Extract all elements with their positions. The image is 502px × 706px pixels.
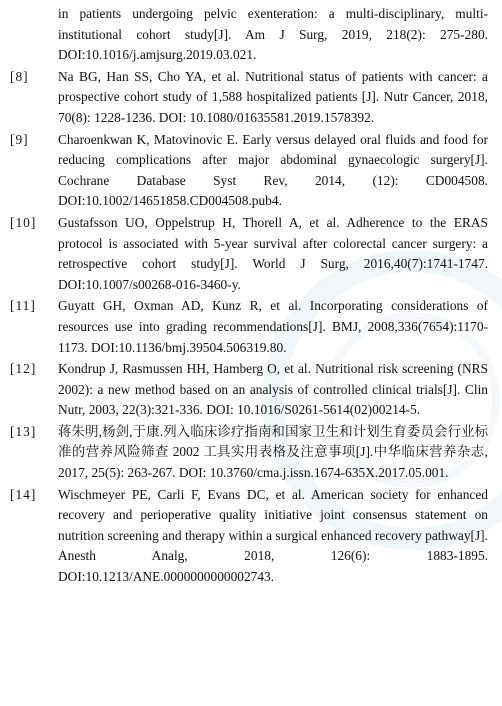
reference-number: [8] — [10, 68, 29, 84]
reference-number: [13] — [10, 423, 37, 439]
reference-text: 蒋朱明,杨剑,于康.列入临床诊疗指南和国家卫生和计划生育委员会行业标准的营养风险筛查 2002 工具实用表格及注意事项[J].中华临床营养杂志, 2017, 25(5): 263-267. DOI: 10.3760/cma.j.issn.1674-635X.2017.05.001. — [58, 423, 488, 481]
reference-item — [10, 4, 488, 66]
reference-number: [10] — [10, 214, 37, 230]
reference-text: in patients undergoing pelvic exenteration: a multi-disciplinary, multi-institutional cohort study[J]. Am J Surg, 2019, 218(2): 275-280. DOI:10.1016/j.amjsurg.2019.03.021. — [58, 6, 488, 63]
reference-text: Kondrup J, Rasmussen HH, Hamberg O, et al. Nutritional risk screening (NRS 2002): a new method based on an analysis of controlled clinical trials[J]. Clin Nutr, 2003, 22(3):321-336. DOI: 10.1016/S0261-5614(02)00214-5. — [58, 361, 488, 418]
reference-text: Charoenkwan K, Matovinovic E. Early versus delayed oral fluids and food for reducing complications after major abdominal gynaecologic surgery[J]. Cochrane Database Syst Rev, 2014, (12): CD004508. DOI:10.1002/14651858.CD004508.pub4. — [58, 131, 488, 209]
reference-item — [10, 422, 488, 484]
reference-text: Wischmeyer PE, Carli F, Evans DC, et al. American society for enhanced recovery and perioperative quality initiative joint consensus statement on nutrition screening and therapy within a surgical enhanced recovery pathway[J]. Anesth Analg, 2018, 126(6): 1883-1895. DOI:10.1213/ANE.0000000000002743. — [58, 486, 488, 585]
reference-text: Na BG, Han SS, Cho YA, et al. Nutritional status of patients with cancer: a prospective cohort study of 1,588 hospitalized patients [J]. Nutr Cancer, 2018, 70(8): 1228-1236. DOI: 10.1080/01635581.2019.1578392. — [58, 68, 488, 125]
reference-item — [10, 359, 488, 421]
reference-text: Guyatt GH, Oxman AD, Kunz R, et al. Incorporating considerations of resources use into grading recommendations[J]. BMJ, 2008,336(7654):1170-1173. DOI:10.1136/bmj.39504.506319.80. — [58, 298, 488, 355]
reference-number: [14] — [10, 486, 37, 502]
reference-item — [10, 213, 488, 295]
reference-item — [10, 485, 488, 588]
reference-item — [10, 296, 488, 358]
reference-item — [10, 67, 488, 129]
reference-text: Gustafsson UO, Oppelstrup H, Thorell A, et al. Adherence to the ERAS protocol is associated with 5-year survival after colorectal cancer surgery: a retrospective cohort study[J]. World J Surg, 2016,40(7):1741-1747. DOI:10.1007/s00268-016-3460-y. — [58, 214, 488, 292]
reference-list — [10, 4, 488, 589]
reference-item — [10, 130, 488, 212]
reference-number: [11] — [10, 298, 36, 314]
reference-number: [12] — [10, 361, 37, 377]
reference-number: [9] — [10, 131, 29, 147]
